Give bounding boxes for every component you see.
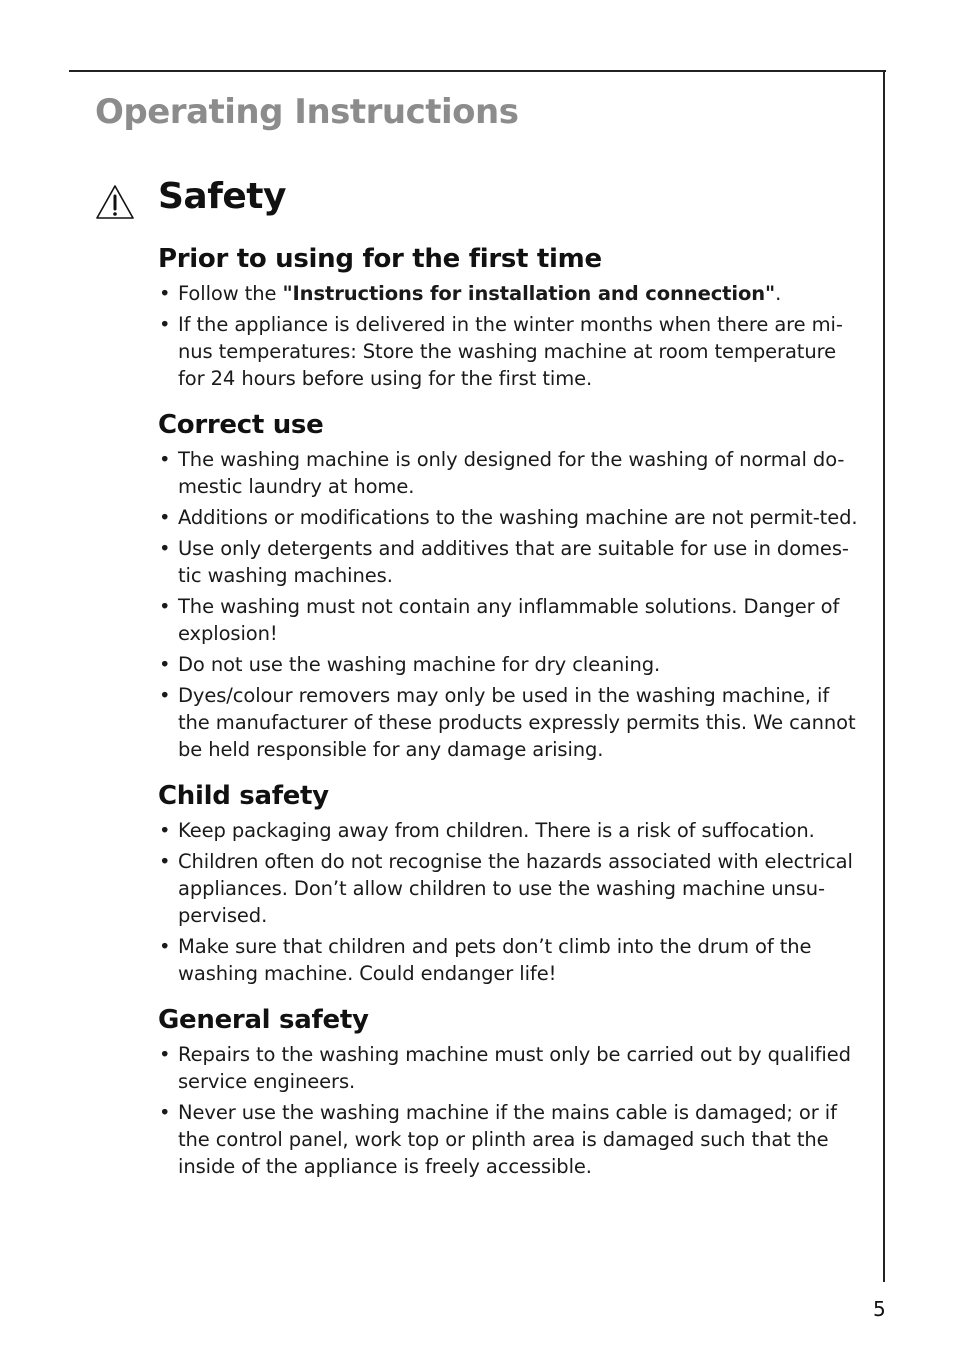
- page-number: 5: [873, 1297, 886, 1321]
- list-item: • Do not use the washing machine for dry cleaning.: [158, 651, 864, 678]
- heading-general-safety: General safety: [158, 1005, 369, 1035]
- safety-content: [158, 244, 864, 1180]
- heading-prior-first-use: Prior to using for the first time: [158, 244, 602, 274]
- list-item: • If the appliance is delivered in the winter months when there are mi-nus temperatures: Store the washing machine at room temperature for 24 hours before using for the first time.: [158, 311, 864, 392]
- heading-child-safety: Child safety: [158, 781, 329, 811]
- list-item: • Make sure that children and pets don’t climb into the drum of the washing machine. Could endanger life!: [158, 933, 864, 987]
- item-text: .: [775, 282, 782, 305]
- side-rule: [883, 70, 885, 1282]
- prior-list: [158, 280, 864, 392]
- list-item: • Use only detergents and additives that are suitable for use in domes-tic washing machines.: [158, 535, 864, 589]
- heading-correct-use: Correct use: [158, 410, 324, 440]
- list-item: • Keep packaging away from children. There is a risk of suffocation.: [158, 817, 864, 844]
- page-title: Operating Instructions: [95, 92, 519, 132]
- list-item: • Additions or modifications to the washing machine are not permit-ted.: [158, 504, 864, 531]
- top-rule: [69, 70, 886, 72]
- list-item: • Dyes/colour removers may only be used in the washing machine, if the manufacturer of these products expressly permits this. We cannot be held responsible for any damage arising.: [158, 682, 864, 763]
- installation-instructions-reference: "Instructions for installation and connection": [282, 282, 776, 305]
- list-item: [158, 280, 864, 307]
- child-safety-list: [158, 817, 864, 987]
- list-item: • The washing must not contain any inflammable solutions. Danger of explosion!: [158, 593, 864, 647]
- item-text: Follow the: [178, 282, 283, 305]
- list-item: • Repairs to the washing machine must only be carried out by qualified service engineers.: [158, 1041, 864, 1095]
- warning-triangle-icon: [95, 184, 135, 220]
- section-title: Safety: [158, 176, 286, 217]
- correct-use-list: [158, 446, 864, 763]
- general-safety-list: [158, 1041, 864, 1180]
- list-item: • Children often do not recognise the hazards associated with electrical appliances. Don’t allow children to use the washing machine unsu-pervised.: [158, 848, 864, 929]
- list-item: • Never use the washing machine if the mains cable is damaged; or if the control panel, work top or plinth area is damaged such that the inside of the appliance is freely accessible.: [158, 1099, 864, 1180]
- list-item: • The washing machine is only designed for the washing of normal do-mestic laundry at home.: [158, 446, 864, 500]
